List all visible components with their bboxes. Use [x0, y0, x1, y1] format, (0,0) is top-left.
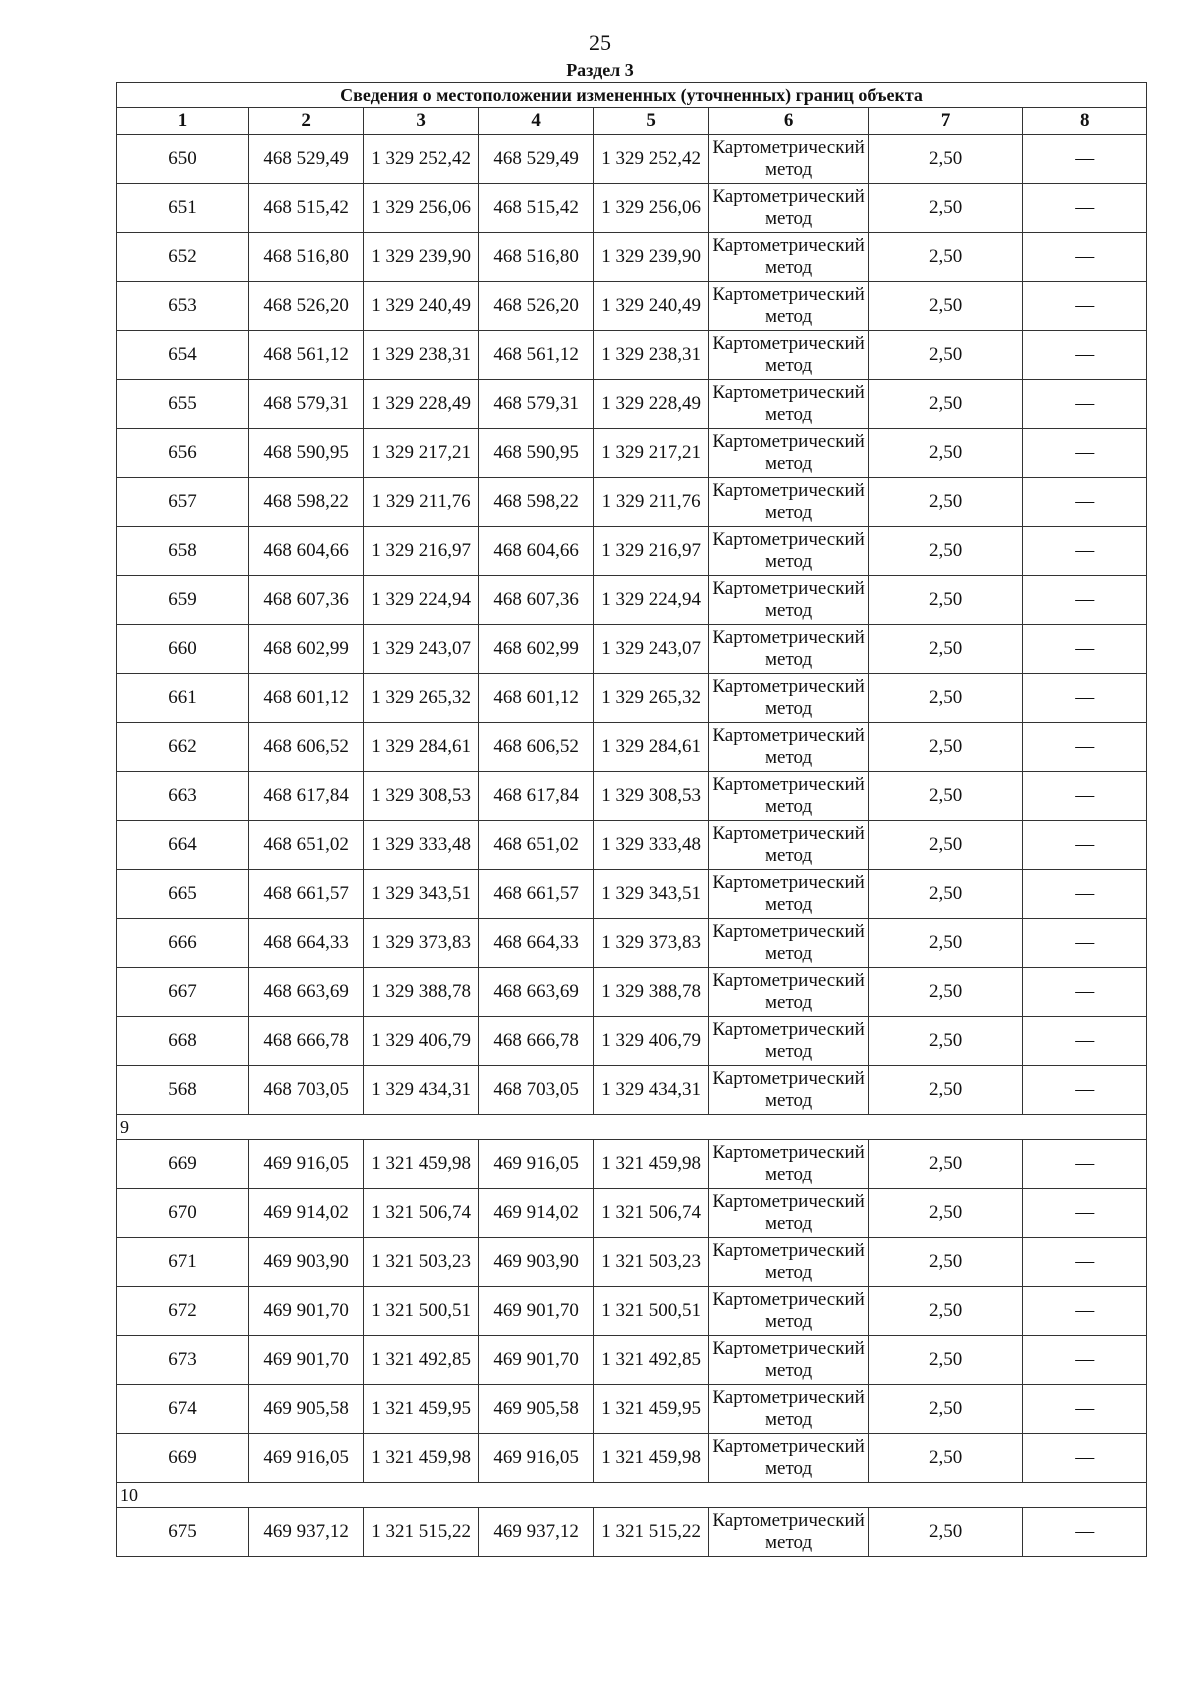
existing-x-cell: 468 601,12: [249, 674, 364, 723]
existing-y-cell: 1 329 284,61: [364, 723, 479, 772]
existing-y-cell: 1 321 503,23: [364, 1238, 479, 1287]
method-cell: Картометрический метод: [709, 233, 869, 282]
method-cell: Картометрический метод: [709, 478, 869, 527]
new-x-cell: 468 529,49: [479, 135, 594, 184]
new-y-cell: 1 321 459,98: [594, 1140, 709, 1189]
new-y-cell: 1 329 388,78: [594, 968, 709, 1017]
description-cell: —: [1023, 1385, 1147, 1434]
method-cell: Картометрический метод: [709, 282, 869, 331]
table-row: [117, 478, 1147, 527]
existing-x-cell: 468 666,78: [249, 1017, 364, 1066]
new-y-cell: 1 329 239,90: [594, 233, 709, 282]
new-x-cell: 468 604,66: [479, 527, 594, 576]
new-y-cell: 1 329 434,31: [594, 1066, 709, 1115]
existing-y-cell: 1 321 459,98: [364, 1140, 479, 1189]
point-number-cell: 668: [117, 1017, 249, 1066]
description-cell: —: [1023, 478, 1147, 527]
description-cell: —: [1023, 184, 1147, 233]
existing-y-cell: 1 329 228,49: [364, 380, 479, 429]
existing-y-cell: 1 329 265,32: [364, 674, 479, 723]
existing-y-cell: 1 329 240,49: [364, 282, 479, 331]
table-body: [117, 135, 1147, 1557]
new-x-cell: 469 903,90: [479, 1238, 594, 1287]
existing-x-cell: 469 901,70: [249, 1336, 364, 1385]
method-cell: Картометрический метод: [709, 331, 869, 380]
existing-y-cell: 1 329 406,79: [364, 1017, 479, 1066]
method-cell: Картометрический метод: [709, 968, 869, 1017]
point-number-cell: 664: [117, 821, 249, 870]
existing-x-cell: 469 903,90: [249, 1238, 364, 1287]
existing-y-cell: 1 329 343,51: [364, 870, 479, 919]
new-x-cell: 468 561,12: [479, 331, 594, 380]
existing-x-cell: 468 664,33: [249, 919, 364, 968]
new-y-cell: 1 321 500,51: [594, 1287, 709, 1336]
description-cell: —: [1023, 772, 1147, 821]
accuracy-cell: 2,50: [868, 919, 1022, 968]
accuracy-cell: 2,50: [868, 1434, 1022, 1483]
table-row: [117, 1336, 1147, 1385]
point-number-cell: 669: [117, 1434, 249, 1483]
point-number-cell: 674: [117, 1385, 249, 1434]
table-row: [117, 380, 1147, 429]
existing-y-cell: 1 321 500,51: [364, 1287, 479, 1336]
table-row: [117, 723, 1147, 772]
point-number-cell: 675: [117, 1508, 249, 1557]
point-number-cell: 568: [117, 1066, 249, 1115]
description-cell: —: [1023, 919, 1147, 968]
existing-x-cell: 468 663,69: [249, 968, 364, 1017]
new-y-cell: 1 321 506,74: [594, 1189, 709, 1238]
description-cell: —: [1023, 870, 1147, 919]
new-x-cell: 468 516,80: [479, 233, 594, 282]
accuracy-cell: 2,50: [868, 233, 1022, 282]
accuracy-cell: 2,50: [868, 772, 1022, 821]
description-cell: —: [1023, 282, 1147, 331]
table-caption: Сведения о местоположении измененных (уточненных) границ объекта: [117, 83, 1147, 108]
method-cell: Картометрический метод: [709, 1238, 869, 1287]
accuracy-cell: 2,50: [868, 674, 1022, 723]
description-cell: —: [1023, 1017, 1147, 1066]
existing-x-cell: 469 916,05: [249, 1140, 364, 1189]
description-cell: —: [1023, 625, 1147, 674]
description-cell: —: [1023, 723, 1147, 772]
existing-x-cell: 469 914,02: [249, 1189, 364, 1238]
new-y-cell: 1 329 240,49: [594, 282, 709, 331]
method-cell: Картометрический метод: [709, 1434, 869, 1483]
new-x-cell: 469 937,12: [479, 1508, 594, 1557]
new-y-cell: 1 321 492,85: [594, 1336, 709, 1385]
table-row: [117, 968, 1147, 1017]
accuracy-cell: 2,50: [868, 870, 1022, 919]
column-number: 2: [249, 108, 364, 135]
point-number-cell: 661: [117, 674, 249, 723]
existing-x-cell: 468 590,95: [249, 429, 364, 478]
accuracy-cell: 2,50: [868, 1508, 1022, 1557]
new-y-cell: 1 329 224,94: [594, 576, 709, 625]
point-number-cell: 658: [117, 527, 249, 576]
new-y-cell: 1 329 238,31: [594, 331, 709, 380]
method-cell: Картометрический метод: [709, 576, 869, 625]
accuracy-cell: 2,50: [868, 625, 1022, 674]
accuracy-cell: 2,50: [868, 1140, 1022, 1189]
new-x-cell: 469 901,70: [479, 1287, 594, 1336]
existing-y-cell: 1 329 243,07: [364, 625, 479, 674]
description-cell: —: [1023, 1287, 1147, 1336]
coordinates-table: [116, 82, 1147, 1557]
new-y-cell: 1 329 252,42: [594, 135, 709, 184]
new-y-cell: 1 329 406,79: [594, 1017, 709, 1066]
column-number: 8: [1023, 108, 1147, 135]
existing-x-cell: 468 617,84: [249, 772, 364, 821]
table-row: [117, 576, 1147, 625]
accuracy-cell: 2,50: [868, 331, 1022, 380]
method-cell: Картометрический метод: [709, 184, 869, 233]
existing-x-cell: 468 703,05: [249, 1066, 364, 1115]
column-number: 5: [594, 108, 709, 135]
existing-y-cell: 1 329 388,78: [364, 968, 479, 1017]
new-y-cell: 1 329 217,21: [594, 429, 709, 478]
new-y-cell: 1 321 459,98: [594, 1434, 709, 1483]
existing-y-cell: 1 329 238,31: [364, 331, 479, 380]
description-cell: —: [1023, 1336, 1147, 1385]
accuracy-cell: 2,50: [868, 527, 1022, 576]
existing-x-cell: 468 651,02: [249, 821, 364, 870]
new-x-cell: 468 515,42: [479, 184, 594, 233]
accuracy-cell: 2,50: [868, 1287, 1022, 1336]
description-cell: —: [1023, 1140, 1147, 1189]
existing-y-cell: 1 329 333,48: [364, 821, 479, 870]
method-cell: Картометрический метод: [709, 1140, 869, 1189]
section-title: Раздел 3: [566, 60, 634, 80]
point-number-cell: 659: [117, 576, 249, 625]
description-cell: —: [1023, 135, 1147, 184]
method-cell: Картометрический метод: [709, 429, 869, 478]
new-y-cell: 1 329 333,48: [594, 821, 709, 870]
point-number-cell: 672: [117, 1287, 249, 1336]
table-row: [117, 919, 1147, 968]
existing-x-cell: 468 526,20: [249, 282, 364, 331]
method-cell: Картометрический метод: [709, 1287, 869, 1336]
method-cell: Картометрический метод: [709, 527, 869, 576]
accuracy-cell: 2,50: [868, 1189, 1022, 1238]
new-x-cell: 469 916,05: [479, 1140, 594, 1189]
new-x-cell: 468 590,95: [479, 429, 594, 478]
existing-y-cell: 1 321 506,74: [364, 1189, 479, 1238]
existing-x-cell: 469 916,05: [249, 1434, 364, 1483]
table-row: [117, 527, 1147, 576]
accuracy-cell: 2,50: [868, 821, 1022, 870]
accuracy-cell: 2,50: [868, 135, 1022, 184]
existing-y-cell: 1 329 216,97: [364, 527, 479, 576]
new-y-cell: 1 329 211,76: [594, 478, 709, 527]
new-y-cell: 1 329 308,53: [594, 772, 709, 821]
table-caption-row: [117, 83, 1147, 108]
new-x-cell: 469 905,58: [479, 1385, 594, 1434]
accuracy-cell: 2,50: [868, 1336, 1022, 1385]
description-cell: —: [1023, 968, 1147, 1017]
existing-y-cell: 1 329 308,53: [364, 772, 479, 821]
existing-y-cell: 1 329 373,83: [364, 919, 479, 968]
method-cell: Картометрический метод: [709, 1189, 869, 1238]
existing-x-cell: 468 561,12: [249, 331, 364, 380]
existing-y-cell: 1 329 239,90: [364, 233, 479, 282]
new-y-cell: 1 329 373,83: [594, 919, 709, 968]
new-x-cell: 468 601,12: [479, 674, 594, 723]
description-cell: —: [1023, 429, 1147, 478]
existing-x-cell: 469 937,12: [249, 1508, 364, 1557]
point-number-cell: 657: [117, 478, 249, 527]
existing-y-cell: 1 329 252,42: [364, 135, 479, 184]
new-y-cell: 1 321 503,23: [594, 1238, 709, 1287]
table-row: [117, 1066, 1147, 1115]
method-cell: Картометрический метод: [709, 1508, 869, 1557]
table-row: [117, 1434, 1147, 1483]
accuracy-cell: 2,50: [868, 1066, 1022, 1115]
existing-y-cell: 1 321 459,98: [364, 1434, 479, 1483]
column-number-row: [117, 108, 1147, 135]
existing-y-cell: 1 321 515,22: [364, 1508, 479, 1557]
table-row: [117, 184, 1147, 233]
contour-number-cell: 10: [117, 1483, 1147, 1508]
description-cell: —: [1023, 527, 1147, 576]
point-number-cell: 671: [117, 1238, 249, 1287]
description-cell: —: [1023, 1508, 1147, 1557]
column-number: 7: [868, 108, 1022, 135]
table-row: [117, 429, 1147, 478]
point-number-cell: 666: [117, 919, 249, 968]
new-x-cell: 468 602,99: [479, 625, 594, 674]
column-number: 6: [709, 108, 869, 135]
existing-y-cell: 1 329 217,21: [364, 429, 479, 478]
description-cell: —: [1023, 1066, 1147, 1115]
existing-x-cell: 468 604,66: [249, 527, 364, 576]
new-x-cell: 468 661,57: [479, 870, 594, 919]
new-y-cell: 1 329 243,07: [594, 625, 709, 674]
method-cell: Картометрический метод: [709, 870, 869, 919]
point-number-cell: 656: [117, 429, 249, 478]
column-number: 3: [364, 108, 479, 135]
method-cell: Картометрический метод: [709, 1336, 869, 1385]
description-cell: —: [1023, 674, 1147, 723]
point-number-cell: 650: [117, 135, 249, 184]
accuracy-cell: 2,50: [868, 1385, 1022, 1434]
new-x-cell: 468 579,31: [479, 380, 594, 429]
description-cell: —: [1023, 576, 1147, 625]
existing-x-cell: 469 905,58: [249, 1385, 364, 1434]
new-x-cell: 468 651,02: [479, 821, 594, 870]
accuracy-cell: 2,50: [868, 723, 1022, 772]
point-number-cell: 652: [117, 233, 249, 282]
point-number-cell: 655: [117, 380, 249, 429]
new-x-cell: 468 663,69: [479, 968, 594, 1017]
new-y-cell: 1 329 216,97: [594, 527, 709, 576]
table-row: [117, 625, 1147, 674]
existing-y-cell: 1 321 459,95: [364, 1385, 479, 1434]
contour-number-cell: 9: [117, 1115, 1147, 1140]
table-row: [117, 1140, 1147, 1189]
new-x-cell: 468 703,05: [479, 1066, 594, 1115]
point-number-cell: 669: [117, 1140, 249, 1189]
description-cell: —: [1023, 821, 1147, 870]
method-cell: Картометрический метод: [709, 1066, 869, 1115]
table-row: [117, 674, 1147, 723]
point-number-cell: 673: [117, 1336, 249, 1385]
accuracy-cell: 2,50: [868, 429, 1022, 478]
column-number: 1: [117, 108, 249, 135]
existing-y-cell: 1 329 434,31: [364, 1066, 479, 1115]
accuracy-cell: 2,50: [868, 1017, 1022, 1066]
method-cell: Картометрический метод: [709, 380, 869, 429]
new-x-cell: 468 607,36: [479, 576, 594, 625]
new-x-cell: 468 606,52: [479, 723, 594, 772]
new-y-cell: 1 329 256,06: [594, 184, 709, 233]
method-cell: Картометрический метод: [709, 135, 869, 184]
existing-x-cell: 468 606,52: [249, 723, 364, 772]
new-x-cell: 468 666,78: [479, 1017, 594, 1066]
new-y-cell: 1 329 284,61: [594, 723, 709, 772]
page-number: 25: [589, 30, 611, 55]
point-number-cell: 665: [117, 870, 249, 919]
table-row: [117, 1385, 1147, 1434]
method-cell: Картометрический метод: [709, 723, 869, 772]
description-cell: —: [1023, 331, 1147, 380]
point-number-cell: 670: [117, 1189, 249, 1238]
accuracy-cell: 2,50: [868, 184, 1022, 233]
existing-x-cell: 468 661,57: [249, 870, 364, 919]
method-cell: Картометрический метод: [709, 625, 869, 674]
description-cell: —: [1023, 233, 1147, 282]
table-row: [117, 1017, 1147, 1066]
existing-x-cell: 468 598,22: [249, 478, 364, 527]
existing-x-cell: 469 901,70: [249, 1287, 364, 1336]
column-number: 4: [479, 108, 594, 135]
existing-y-cell: 1 329 256,06: [364, 184, 479, 233]
table-row: [117, 870, 1147, 919]
existing-x-cell: 468 516,80: [249, 233, 364, 282]
point-number-cell: 667: [117, 968, 249, 1017]
new-x-cell: 469 901,70: [479, 1336, 594, 1385]
new-x-cell: 468 617,84: [479, 772, 594, 821]
new-y-cell: 1 329 343,51: [594, 870, 709, 919]
table-row: [117, 233, 1147, 282]
table-row: [117, 821, 1147, 870]
existing-x-cell: 468 515,42: [249, 184, 364, 233]
new-x-cell: 468 598,22: [479, 478, 594, 527]
point-number-cell: 662: [117, 723, 249, 772]
new-y-cell: 1 321 459,95: [594, 1385, 709, 1434]
method-cell: Картометрический метод: [709, 821, 869, 870]
accuracy-cell: 2,50: [868, 576, 1022, 625]
existing-y-cell: 1 329 211,76: [364, 478, 479, 527]
accuracy-cell: 2,50: [868, 1238, 1022, 1287]
existing-x-cell: 468 579,31: [249, 380, 364, 429]
method-cell: Картометрический метод: [709, 919, 869, 968]
existing-y-cell: 1 329 224,94: [364, 576, 479, 625]
new-x-cell: 469 914,02: [479, 1189, 594, 1238]
existing-y-cell: 1 321 492,85: [364, 1336, 479, 1385]
table-row: [117, 282, 1147, 331]
method-cell: Картометрический метод: [709, 772, 869, 821]
new-x-cell: 468 664,33: [479, 919, 594, 968]
table-row: [117, 1508, 1147, 1557]
new-y-cell: 1 329 228,49: [594, 380, 709, 429]
table-row: [117, 772, 1147, 821]
description-cell: —: [1023, 1189, 1147, 1238]
table-row: [117, 1287, 1147, 1336]
point-number-cell: 653: [117, 282, 249, 331]
contour-group-row: [117, 1115, 1147, 1140]
existing-x-cell: 468 607,36: [249, 576, 364, 625]
contour-group-row: [117, 1483, 1147, 1508]
point-number-cell: 660: [117, 625, 249, 674]
point-number-cell: 663: [117, 772, 249, 821]
existing-x-cell: 468 529,49: [249, 135, 364, 184]
point-number-cell: 651: [117, 184, 249, 233]
existing-x-cell: 468 602,99: [249, 625, 364, 674]
accuracy-cell: 2,50: [868, 478, 1022, 527]
method-cell: Картометрический метод: [709, 674, 869, 723]
new-x-cell: 468 526,20: [479, 282, 594, 331]
method-cell: Картометрический метод: [709, 1017, 869, 1066]
table-row: [117, 1189, 1147, 1238]
description-cell: —: [1023, 1434, 1147, 1483]
new-y-cell: 1 329 265,32: [594, 674, 709, 723]
accuracy-cell: 2,50: [868, 380, 1022, 429]
method-cell: Картометрический метод: [709, 1385, 869, 1434]
table-row: [117, 135, 1147, 184]
new-y-cell: 1 321 515,22: [594, 1508, 709, 1557]
new-x-cell: 469 916,05: [479, 1434, 594, 1483]
table-row: [117, 331, 1147, 380]
point-number-cell: 654: [117, 331, 249, 380]
table-row: [117, 1238, 1147, 1287]
accuracy-cell: 2,50: [868, 968, 1022, 1017]
accuracy-cell: 2,50: [868, 282, 1022, 331]
description-cell: —: [1023, 380, 1147, 429]
description-cell: —: [1023, 1238, 1147, 1287]
